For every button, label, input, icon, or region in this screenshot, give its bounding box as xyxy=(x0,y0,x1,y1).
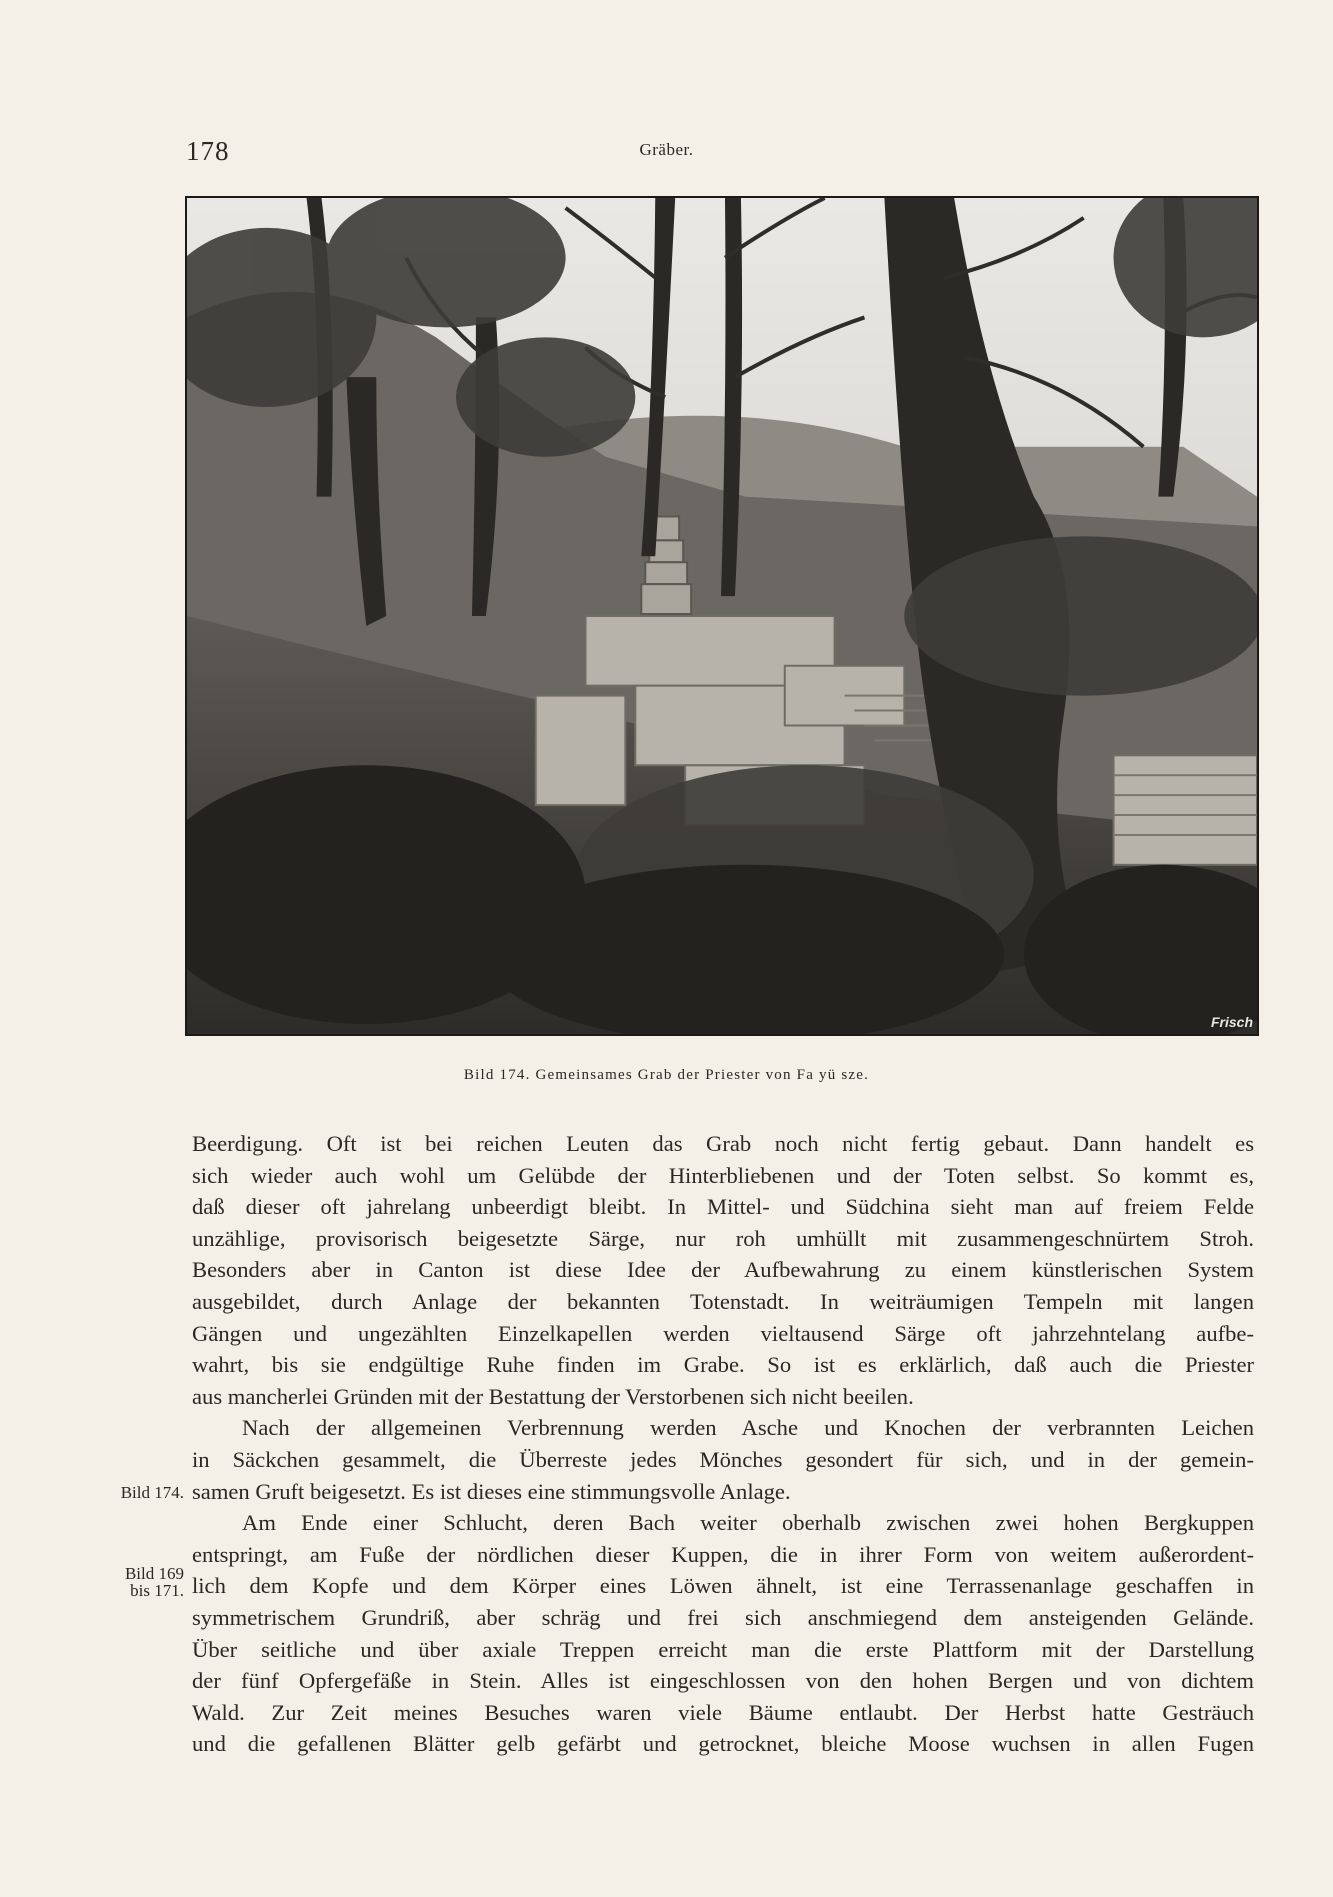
text-line: wahrt, bis sie endgültige Ruhe finden im Grabe. So ist es erklärlich, daß auch die Priester xyxy=(192,1352,1254,1378)
margin-note-line: Bild 169 xyxy=(124,1564,184,1583)
running-title: Gräber. xyxy=(639,140,694,159)
text-line: der fünf Opfergefäße in Stein. Alles ist eingeschlossen von den hohen Bergen und von dichtem xyxy=(192,1668,1254,1694)
text-line: ausgebildet, durch Anlage der bekannten Totenstadt. In weiträumigen Tempeln mit langen xyxy=(192,1288,1254,1314)
text-line: Besonders aber in Canton ist diese Idee der Aufbewahrung zu einem künstlerischen System xyxy=(192,1257,1254,1283)
text-line: entspringt, am Fuße der nördlichen dieser Kuppen, die in ihrer Form von weitem außerordent- xyxy=(192,1541,1254,1567)
figure-caption: Bild 174. Gemeinsames Grab der Priester von Fa yü sze. xyxy=(463,1067,870,1083)
margin-note-bild-174 xyxy=(100,1484,184,1501)
text-line: lich dem Kopfe und dem Körper eines Löwen ähnelt, ist eine Terrassenanlage geschaffen in xyxy=(192,1573,1254,1599)
text-line: Nach der allgemeinen Verbrennung werden Asche und Knochen der verbrannten Leichen xyxy=(242,1415,1254,1441)
margin-note-line: Bild 174. xyxy=(120,1483,184,1502)
text-line: Über seitliche und über axiale Treppen erreicht man die erste Plattform mit der Darstellung xyxy=(192,1636,1254,1662)
text-line: in Säckchen gesammelt, die Überreste jedes Mönches gesondert für sich, und in der gemein- xyxy=(192,1446,1254,1472)
photographer-signature: Frisch xyxy=(1210,1014,1253,1030)
body-text xyxy=(192,1128,1254,1760)
text-line: samen Gruft beigesetzt. Es ist dieses eine stimmungsvolle Anlage. xyxy=(192,1478,791,1504)
text-line: unzählige, provisorisch beigesetzte Särge, nur roh umhüllt mit zusammengeschnürtem Stroh. xyxy=(192,1225,1254,1251)
text-line: und die gefallenen Blätter gelb gefärbt und getrocknet, bleiche Moose wuchsen in allen Fugen xyxy=(192,1731,1254,1757)
margin-note-bild-169 xyxy=(100,1565,184,1599)
text-line: sich wieder auch wohl um Gelübde der Hinterbliebenen und der Toten selbst. So kommt es, xyxy=(192,1162,1254,1188)
text-line: Wald. Zur Zeit meines Besuches waren viele Bäume entlaubt. Der Herbst hatte Gesträuch xyxy=(192,1699,1254,1725)
margin-note-line: bis 171. xyxy=(130,1581,184,1600)
text-line: Gängen und ungezählten Einzelkapellen werden vieltausend Särge oft jahrzehntelang aufbe- xyxy=(192,1320,1254,1346)
text-line: Beerdigung. Oft ist bei reichen Leuten das Grab noch nicht fertig gebaut. Dann handelt es xyxy=(192,1131,1254,1156)
page-number: 178 xyxy=(186,136,230,166)
text-line: Am Ende einer Schlucht, deren Bach weiter oberhalb zwischen zwei hohen Bergkuppen xyxy=(242,1510,1254,1536)
text-line: symmetrischem Grundriß, aber schräg und frei sich anschmiegend dem ansteigenden Gelände. xyxy=(192,1604,1254,1630)
forest-grave-photo xyxy=(187,198,1257,1034)
text-line: daß dieser oft jahrelang unbeerdigt bleibt. In Mittel- und Südchina sieht man auf freiem Felde xyxy=(192,1194,1254,1220)
photo-plate xyxy=(185,196,1259,1036)
text-line: aus mancherlei Gründen mit der Bestattung der Verstorbenen sich nicht beeilen. xyxy=(192,1383,914,1409)
